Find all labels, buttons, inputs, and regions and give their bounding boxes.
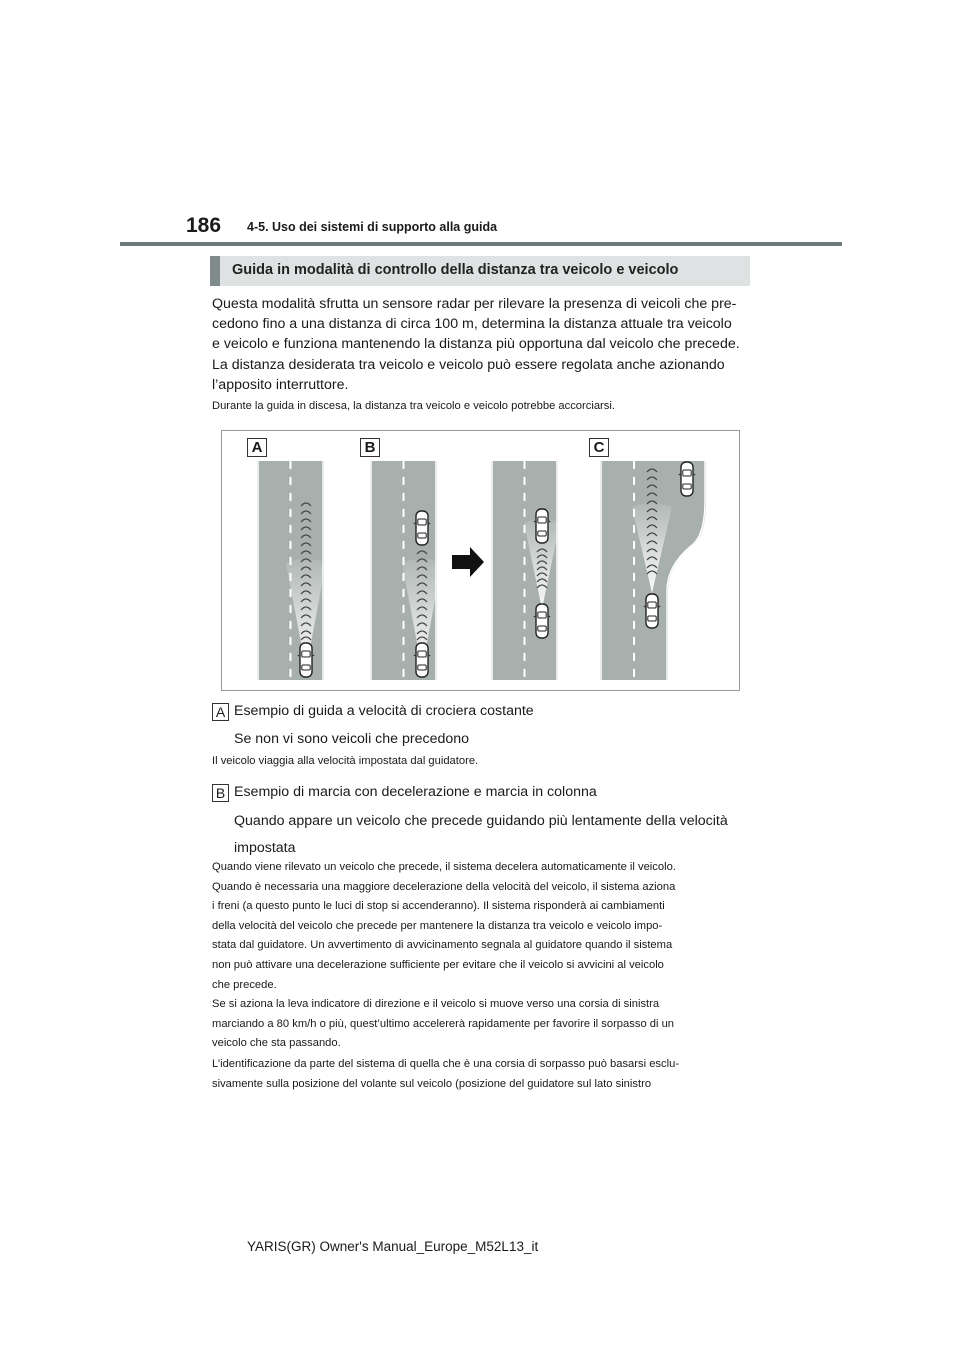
road-c [600, 461, 706, 680]
figure-label-c: C [589, 438, 609, 457]
acc-diagram [221, 430, 740, 691]
intro-paragraph [212, 294, 752, 395]
text-line: Quando è necessaria una maggiore decelerazione della velocità del veicolo, il sistema aziona [212, 880, 676, 893]
heading-text: Guida in modalità di controllo della distanza tra veicolo e veicolo [232, 262, 679, 278]
text-line: stata dal guidatore. Un avvertimento di avvicinamento segnala al guidatore quando il sistema [212, 939, 673, 952]
header-rule [120, 242, 842, 246]
section-b-badge: B [212, 784, 229, 802]
downhill-note: Durante la guida in discesa, la distanza tra veicolo e veicolo potrebbe accorciarsi. [212, 400, 615, 412]
intro-line: l’apposito interruttore. [212, 376, 349, 393]
arrow-right-icon [452, 547, 484, 577]
section-b-subtitle-line: impostata [234, 840, 296, 856]
footer-text: YARIS(GR) Owner's Manual_Europe_M52L13_it [247, 1239, 539, 1254]
section-b-subtitle [234, 808, 754, 862]
text-line: L’identificazione da parte del sistema di quella che è una corsia di sorpasso può basarsi esclu- [212, 1058, 680, 1070]
section-title: 4-5. Uso dei sistemi di supporto alla guida [247, 220, 498, 234]
figure-label-a: A [247, 438, 267, 457]
section-a-note: Il veicolo viaggia alla velocità impostata dal guidatore. [212, 755, 479, 767]
section-b-paragraph-3 [212, 1055, 760, 1094]
text-line: Se si aziona la leva indicatore di direzione e il veicolo si muove verso una corsia di sinistra [212, 998, 660, 1010]
intro-line: Questa modalità sfrutta un sensore radar per rilevare la presenza di veicoli che pre- [212, 296, 737, 312]
text-line: veicolo che sta passando. [212, 1037, 341, 1050]
section-a-title: Esempio di guida a velocità di crociera costante [234, 703, 534, 719]
text-line: marciando a 80 km/h o più, quest’ultimo accelererà rapidamente per favorire il sorpasso di un [212, 1017, 675, 1030]
text-line: della velocità del veicolo che precede per mantenere la distanza tra veicolo e veicolo impo- [212, 919, 663, 932]
figure-label-b: B [360, 438, 380, 457]
heading-box [210, 256, 750, 286]
text-line: sivamente sulla posizione del volante sul veicolo (posizione del guidatore sul lato sinistro [212, 1077, 652, 1090]
section-b-title: Esempio di marcia con decelerazione e marcia in colonna [234, 784, 597, 800]
intro-line: e veicolo e funziona mantenendo la distanza più opportuna dal veicolo che precede. [212, 336, 740, 353]
road-b [370, 461, 442, 680]
road-a [257, 461, 326, 680]
section-a-badge: A [212, 703, 229, 721]
section-b-paragraph-2 [212, 995, 760, 1054]
text-line: i freni (a questo punto le luci di stop si accenderanno). Il sistema risponderà ai cambiamenti [212, 900, 665, 913]
acc-diagram-svg [222, 431, 741, 692]
section-b-subtitle-line: Quando appare un veicolo che precede guidando più lentamente della velocità [234, 813, 728, 829]
text-line: Quando viene rilevato un veicolo che precede, il sistema decelera automaticamente il veicolo. [212, 861, 676, 873]
section-b-paragraph-1 [212, 858, 760, 995]
page-number: 186 [186, 214, 222, 237]
road-b-result [491, 461, 560, 680]
text-line: non può attivare una decelerazione sufficiente per evitare che il veicolo si avvicini al veicolo [212, 958, 664, 971]
section-a-subtitle: Se non vi sono veicoli che precedono [234, 731, 470, 747]
text-line: che precede. [212, 978, 277, 991]
intro-line: cedono fino a una distanza di circa 100 m, determina la distanza attuale tra veicolo [212, 316, 732, 333]
intro-line: La distanza desiderata tra veicolo e veicolo può essere regolata anche azionando [212, 356, 725, 373]
